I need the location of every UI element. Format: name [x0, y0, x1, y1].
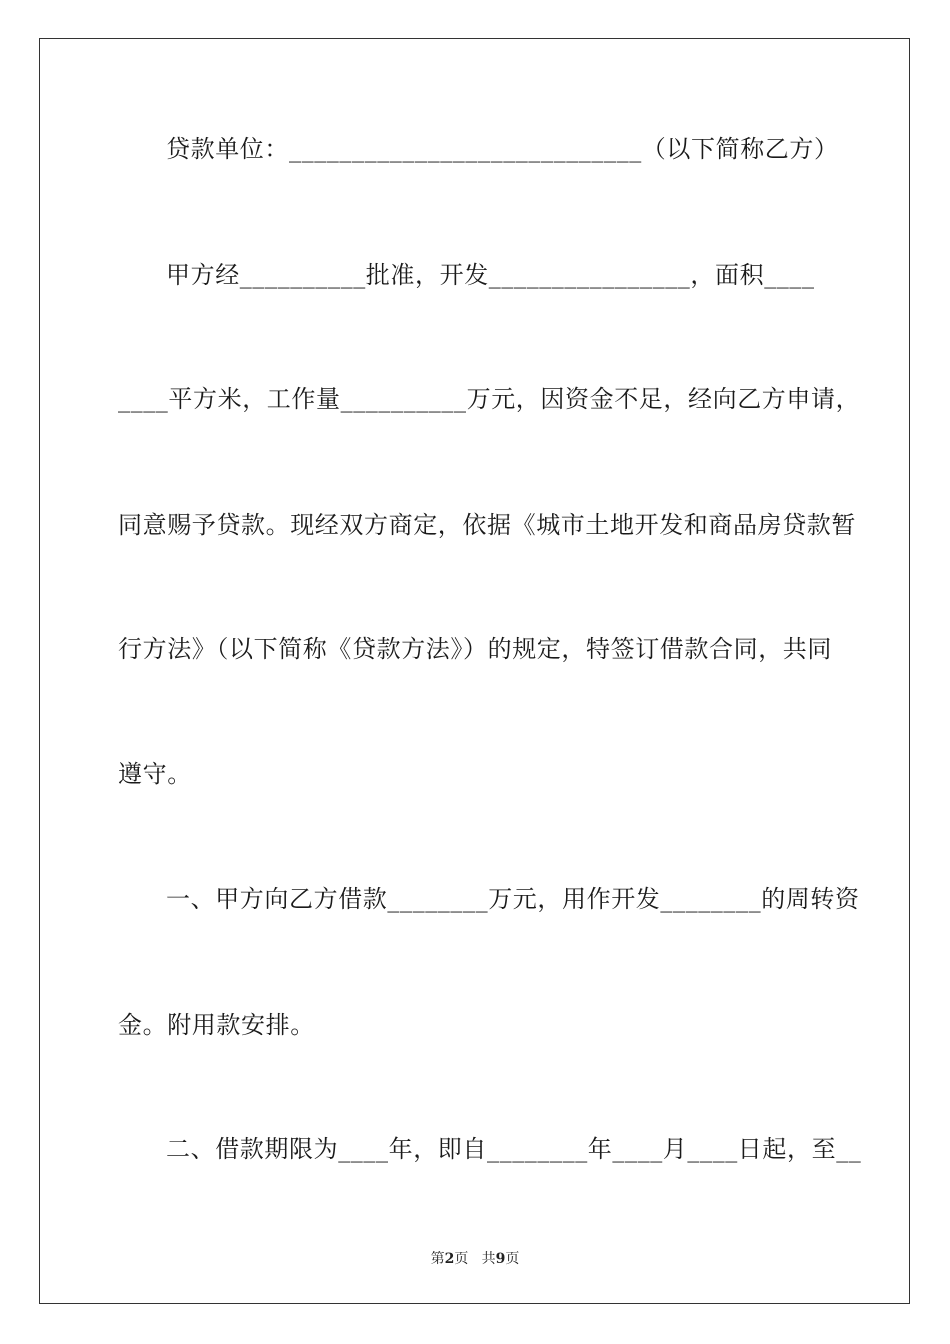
footer-page-prefix: 第	[430, 1251, 445, 1267]
footer-total-suffix: 页	[505, 1251, 520, 1267]
text-line-borrower-unit: 贷款单位：____________________________（以下简称乙方）	[166, 135, 839, 163]
text-line-area: ____平方米，工作量__________万元，因资金不足，经向乙方申请，	[118, 385, 861, 413]
text-line-clause-two: 二、借款期限为____年，即自________年____月____日起，至__	[166, 1135, 862, 1163]
footer-page-suffix: 页	[454, 1251, 469, 1267]
text-line-approval: 甲方经__________批准，开发________________，面积____	[166, 261, 815, 289]
page-footer	[0, 1248, 950, 1268]
page-border	[39, 38, 910, 1304]
footer-total-pages: 9	[495, 1251, 506, 1267]
footer-page-number: 2	[444, 1251, 455, 1267]
text-line-regulation: 行方法》（以下简称《贷款方法》）的规定，特签订借款合同，共同	[118, 635, 832, 663]
footer-total-prefix: 共	[481, 1251, 496, 1267]
text-line-comply: 遵守。	[118, 760, 192, 788]
text-line-clause-one-cont: 金。附用款安排。	[118, 1011, 315, 1039]
text-line-clause-one: 一、甲方向乙方借款________万元，用作开发________的周转资	[166, 885, 860, 913]
text-line-agreement: 同意赐予贷款。现经双方商定，依据《城市土地开发和商品房贷款暂	[118, 511, 856, 539]
